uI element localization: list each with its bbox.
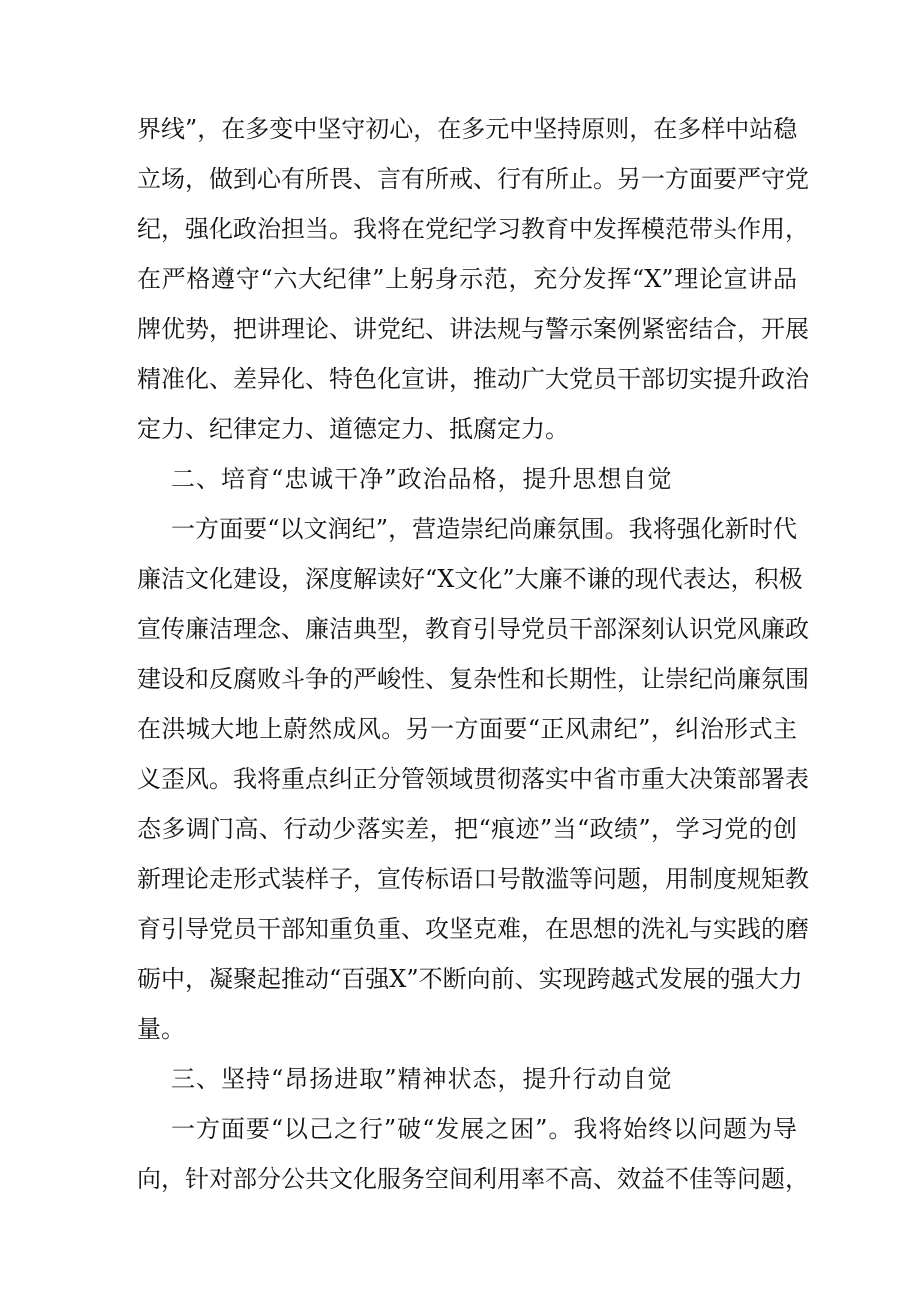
paragraph-2-line-2: 廉洁文化建设，深度解读好“X文化”大廉不谦的现代表达，积极 [137,565,803,593]
paragraph-2-line-7: 态多调门高、行动少落实差，把“痕迹”当“政绩”，学习党的创 [137,815,797,843]
paragraph-1-line-1: 界线”，在多变中坚守初心，在多元中坚持原则，在多样中站稳 [137,115,798,143]
section-heading-2: 二、培育“忠诚干净”政治品格，提升思想自觉 [171,465,673,493]
paragraph-3-line-1: 一方面要“以己之行”破“发展之困”。我将始终以问题为导 [171,1115,797,1143]
paragraph-2-line-8: 新理论走形式装样子，宣传标语口号散滥等问题，用制度规矩教 [137,865,809,893]
paragraph-2-line-3: 宣传廉洁理念、廉洁典型，教育引导党员干部深刻认识党风廉政 [137,615,809,643]
section-heading-3: 三、坚持“昂扬进取”精神状态，提升行动自觉 [171,1065,673,1093]
paragraph-2-line-4: 建设和反腐败斗争的严峻性、复杂性和长期性，让崇纪尚廉氛围 [137,665,809,693]
paragraph-2-line-9: 育引导党员干部知重负重、攻坚克难，在思想的洗礼与实践的磨 [137,915,809,943]
paragraph-2-line-6: 义歪风。我将重点纠正分管领域贯彻落实中省市重大决策部署表 [137,765,809,793]
paragraph-1-line-6: 精准化、差异化、特色化宣讲，推动广大党员干部切实提升政治 [137,365,809,393]
paragraph-3-line-2: 向，针对部分公共文化服务空间利用率不高、效益不佳等问题， [137,1165,809,1193]
paragraph-1-line-7: 定力、纪律定力、道德定力、抵腐定力。 [137,415,569,443]
paragraph-1-line-4: 在严格遵守“六大纪律”上躬身示范，充分发挥“X”理论宣讲品 [137,265,797,293]
paragraph-1-line-2: 立场，做到心有所畏、言有所戒、行有所止。另一方面要严守党 [137,165,809,193]
paragraph-2-line-10: 砺中，凝聚起推动“百强X”不断向前、实现跨越式发展的强大力 [137,965,803,993]
paragraph-2-line-1: 一方面要“以文润纪”，营造崇纪尚廉氛围。我将强化新时代 [171,515,797,543]
paragraph-2-line-5: 在洪城大地上蔚然成风。另一方面要“正风肃纪”，纠治形式主 [137,715,797,743]
paragraph-1-line-5: 牌优势，把讲理论、讲党纪、讲法规与警示案例紧密结合，开展 [137,315,809,343]
paragraph-1-line-3: 纪，强化政治担当。我将在党纪学习教育中发挥模范带头作用， [137,215,809,243]
paragraph-2-line-11: 量。 [137,1015,185,1043]
